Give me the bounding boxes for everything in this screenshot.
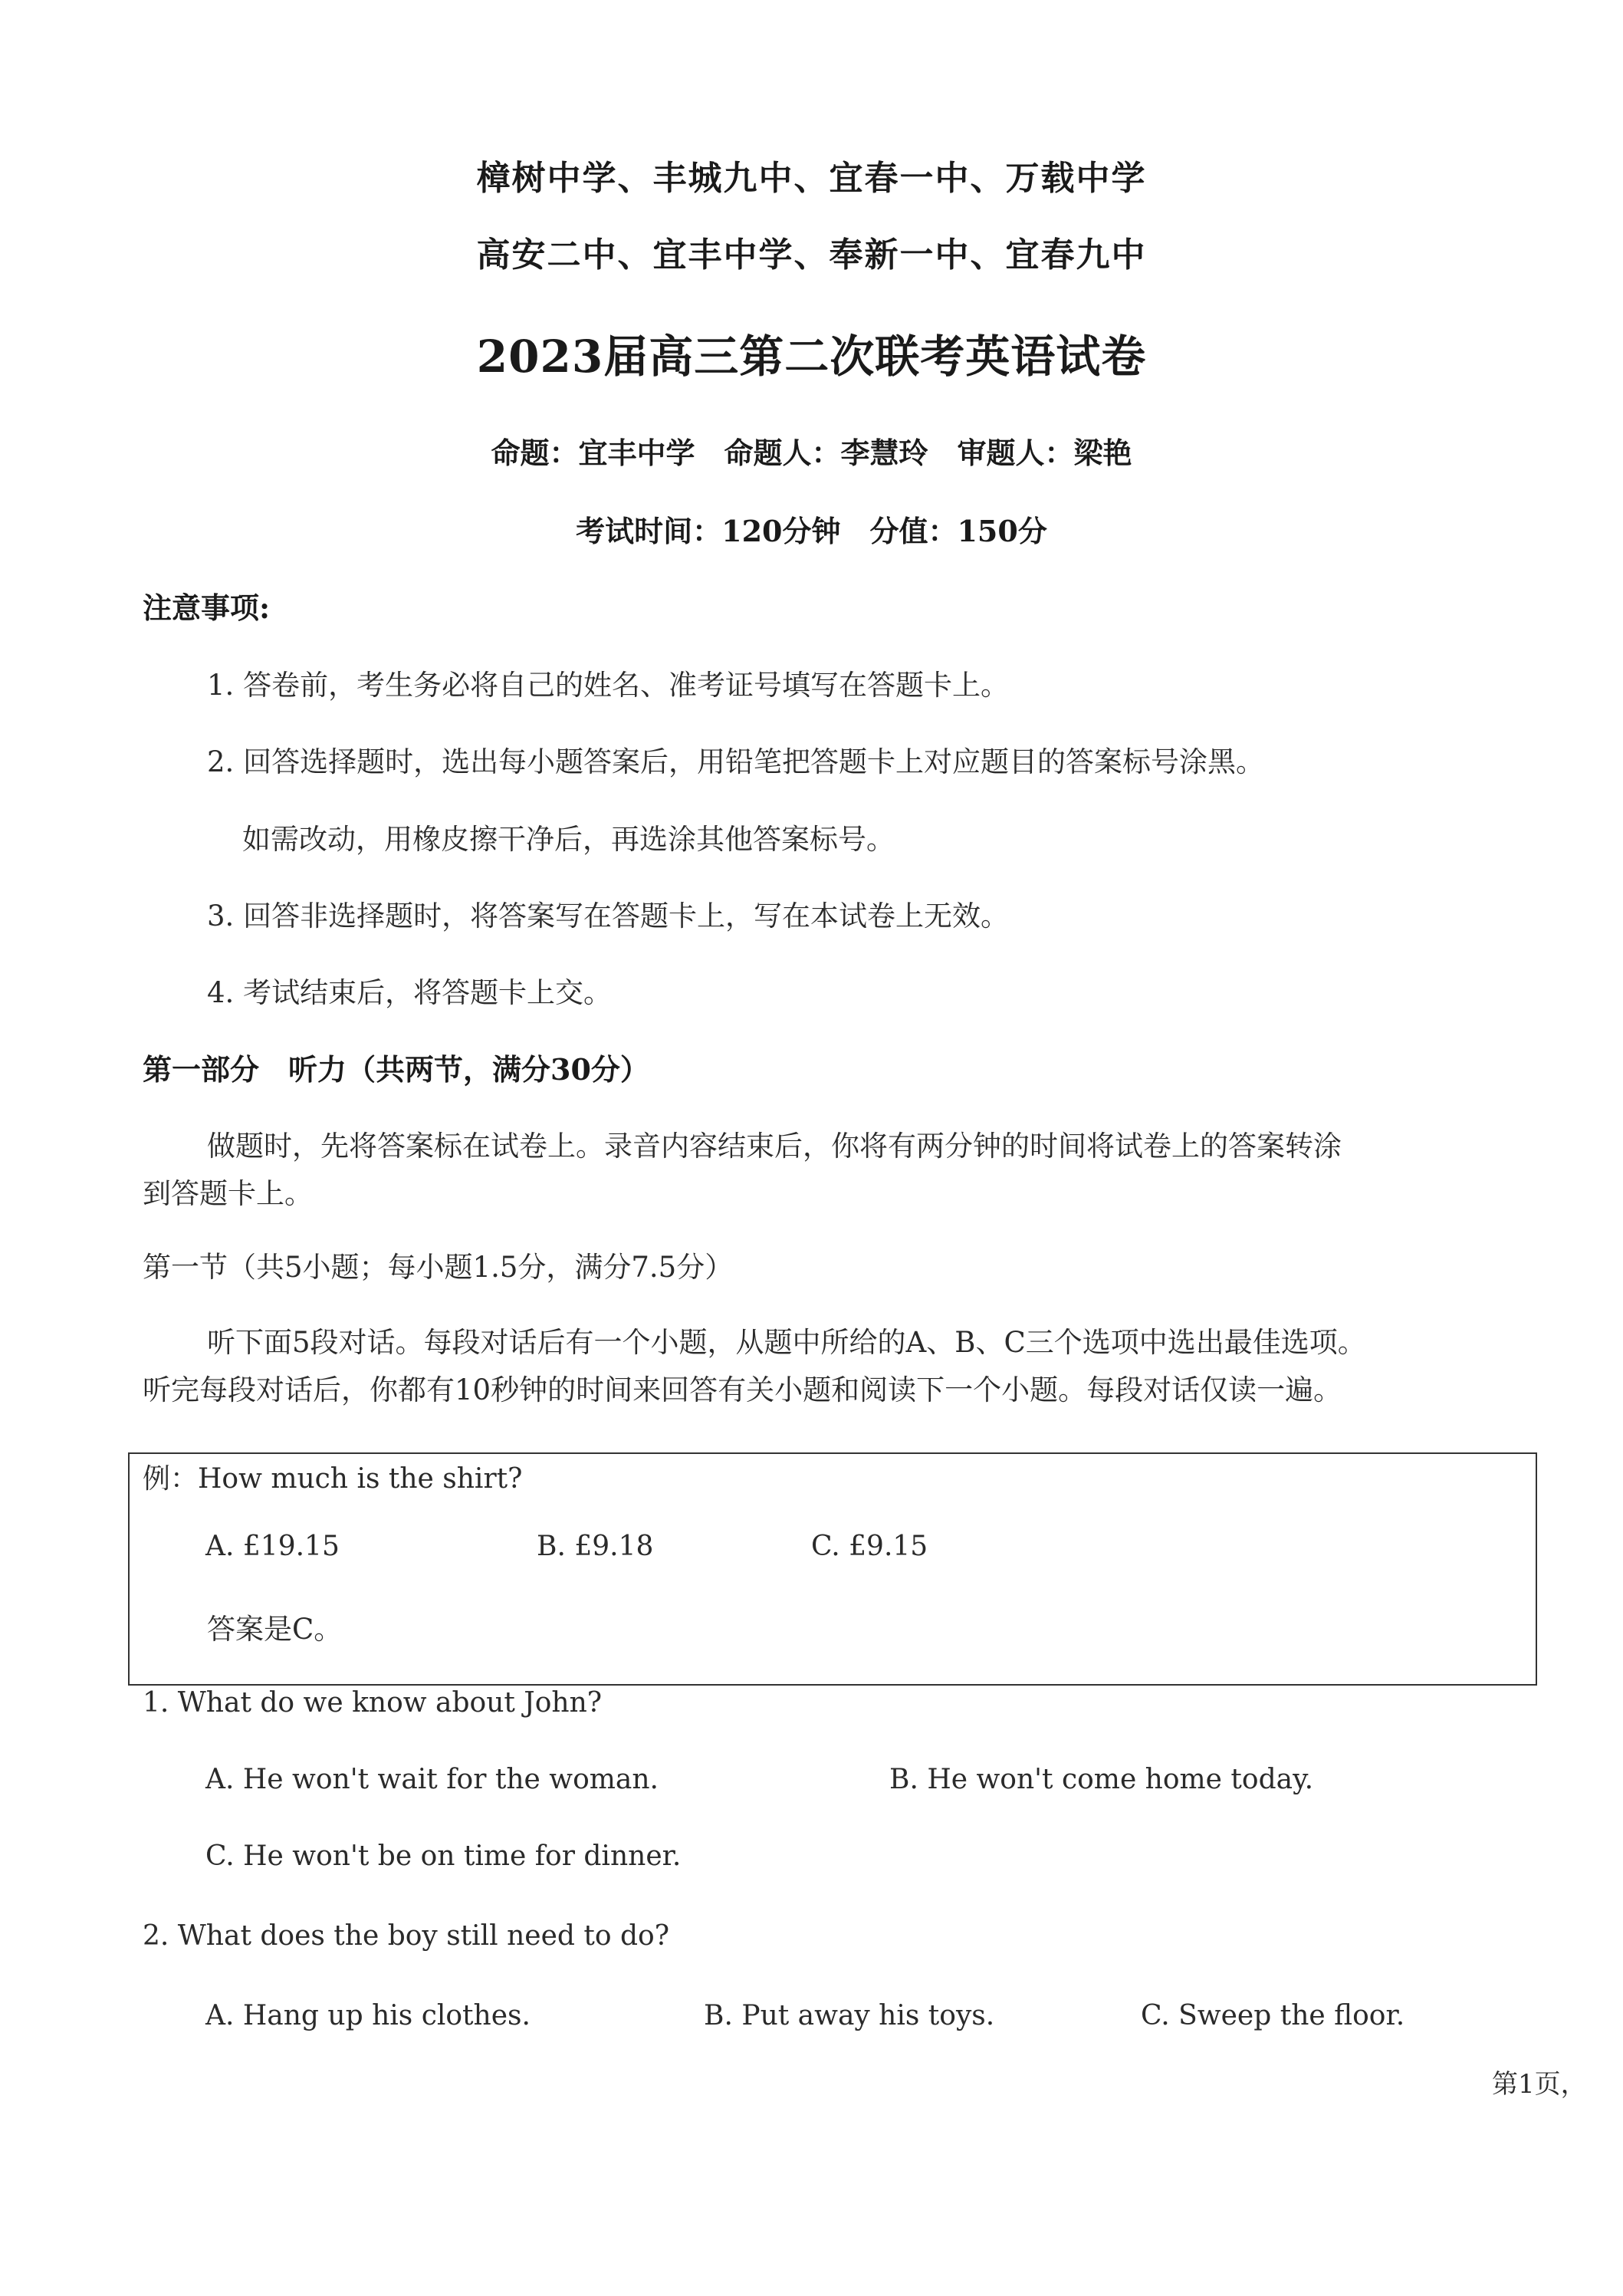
- note-item-2: 2. 回答选择题时，选出每小题答案后，用铅笔把答题卡上对应题目的答案标号涂黑。: [207, 745, 1265, 778]
- school-list-line-1: 樟树中学、丰城九中、宜春一中、万载中学: [476, 159, 1147, 198]
- question-2-stem: 2. What does the boy still need to do?: [143, 1920, 670, 1952]
- part1-heading: 第一部分 听力（共两节，满分30分）: [143, 1052, 649, 1087]
- school-list-line-2: 高安二中、宜丰中学、奉新一中、宜春九中: [476, 235, 1147, 275]
- notes-heading: 注意事项:: [143, 590, 271, 625]
- page-number: 第1页，: [1492, 2069, 1587, 2100]
- note-item-2-continued: 如需改动，用橡皮擦干净后，再选涂其他答案标号。: [242, 823, 895, 856]
- example-option-b: B. £9.18: [537, 1531, 654, 1562]
- part1-intro-line-1: 做题时，先将答案标在试卷上。录音内容结束后，你将有两分钟的时间将试卷上的答案转涂: [207, 1130, 1342, 1163]
- part1-intro-line-2: 到答题卡上。: [143, 1177, 313, 1210]
- example-question: 例：How much is the shirt?: [143, 1463, 523, 1495]
- example-answer: 答案是C。: [207, 1613, 343, 1646]
- question-1-stem: 1. What do we know about John?: [143, 1687, 603, 1719]
- example-option-c: C. £9.15: [811, 1531, 928, 1562]
- question-1-option-c: C. He won't be on time for dinner.: [205, 1840, 682, 1872]
- note-item-3: 3. 回答非选择题时，将答案写在答题卡上，写在本试卷上无效。: [207, 900, 1010, 933]
- question-1-option-a: A. He won't wait for the woman.: [205, 1764, 659, 1795]
- question-2-option-a: A. Hang up his clothes.: [205, 2000, 531, 2031]
- section1-instruction-line-1: 听下面5段对话。每段对话后有一个小题，从题中所给的A、B、C三个选项中选出最佳选项。: [207, 1326, 1366, 1359]
- section1-instruction-line-2: 听完每段对话后，你都有10秒钟的时间来回答有关小题和阅读下一个小题。每段对话仅读一遍。: [143, 1373, 1342, 1406]
- example-option-a: A. £19.15: [205, 1531, 340, 1562]
- section1-heading: 第一节（共5小题；每小题1.5分，满分7.5分）: [143, 1251, 734, 1284]
- question-1-option-b: B. He won't come home today.: [889, 1764, 1314, 1795]
- setters-line: 命题：宜丰中学 命题人：李慧玲 审题人：梁艳: [491, 436, 1132, 470]
- note-item-4: 4. 考试结束后，将答题卡上交。: [207, 976, 613, 1009]
- page-title: 2023届高三第二次联考英语试卷: [476, 331, 1147, 383]
- question-2-option-b: B. Put away his toys.: [704, 2000, 995, 2031]
- exam-info: 考试时间：120分钟 分值：150分: [576, 514, 1047, 548]
- question-2-option-c: C. Sweep the floor.: [1141, 2000, 1405, 2031]
- note-item-1: 1. 答卷前，考生务必将自己的姓名、准考证号填写在答题卡上。: [207, 669, 1010, 702]
